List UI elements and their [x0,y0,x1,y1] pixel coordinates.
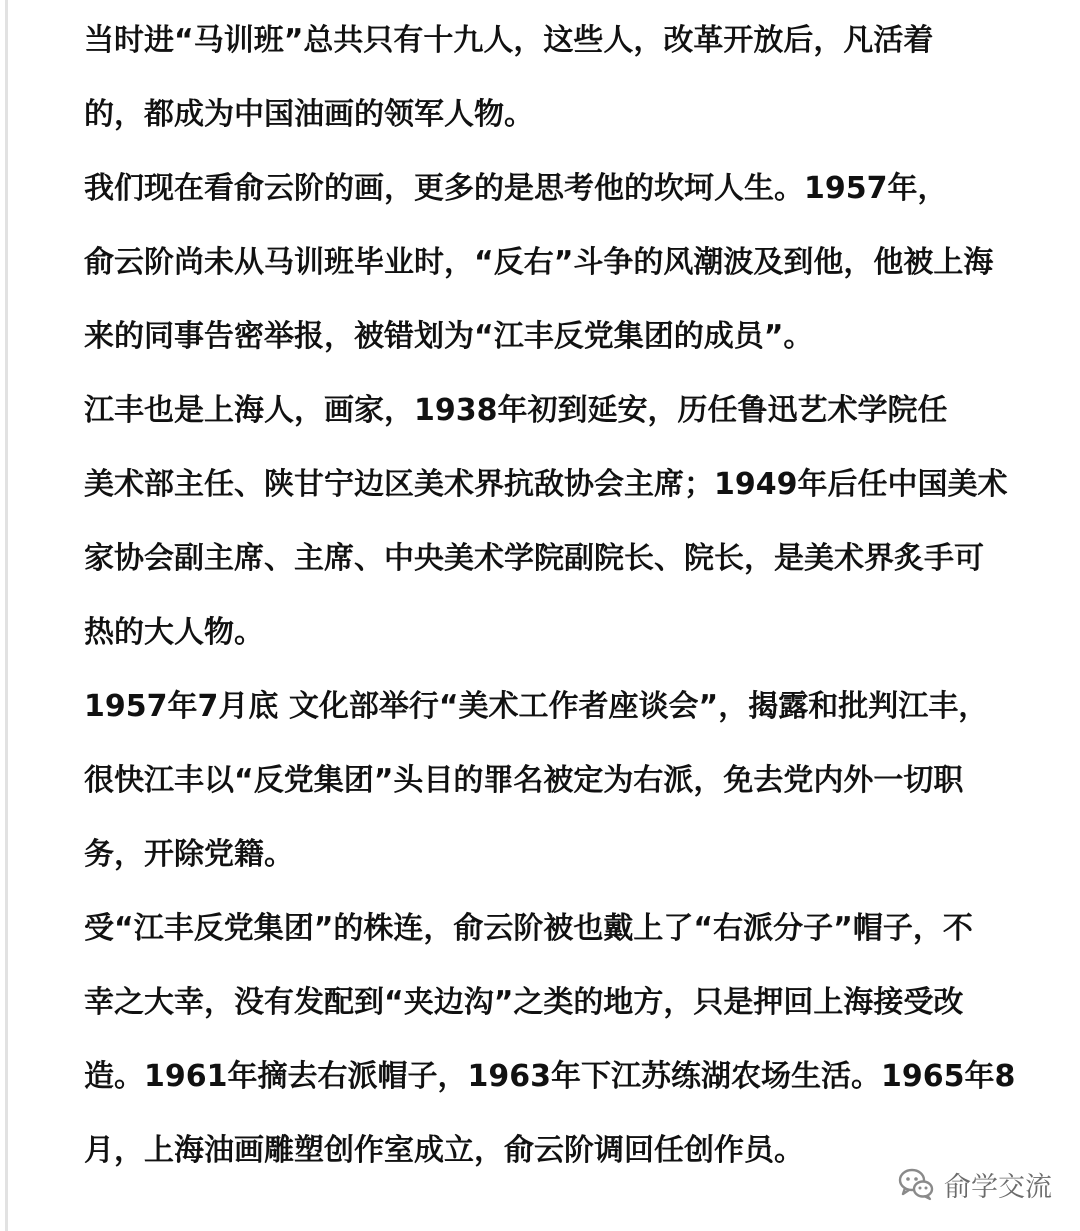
watermark-text: 俞学交流 [944,1171,1052,1203]
text-line: 月，上海油画雕塑创作室成立，俞云阶调回任创作员。 [84,1133,804,1168]
text-line: 1957年7月底 文化部举行“美术工作者座谈会”，揭露和批判江丰， [84,689,989,724]
text-line: 受“江丰反党集团”的株连，俞云阶被也戴上了“右派分子”帽子，不 [84,911,973,946]
text-line: 幸之大幸，没有发配到“夹边沟”之类的地方，只是押回上海接受改 [84,985,964,1020]
text-line: 美术部主任、陕甘宁边区美术界抗敌协会主席；1949年后任中国美术 [84,467,1008,502]
text-line: 热的大人物。 [84,615,264,650]
paragraph-5 [34,892,1034,1188]
text-line: 很快江丰以“反党集团”头目的罪名被定为右派，免去党内外一切职 [84,763,964,798]
text-line: 务，开除党籍。 [84,837,294,872]
article-body [34,0,1034,1188]
left-margin-rule [5,0,8,1231]
text-line: 的，都成为中国油画的领军人物。 [84,97,534,132]
paragraph-4 [34,670,1034,892]
text-line: 我们现在看俞云阶的画，更多的是思考他的坎坷人生。1957年， [84,171,948,206]
watermark [896,1162,1052,1206]
text-line: 俞云阶尚未从马训班毕业时，“反右”斗争的风潮波及到他，他被上海 [84,245,994,280]
text-line: 江丰也是上海人，画家，1938年初到延安，历任鲁迅艺术学院任 [84,393,948,428]
wechat-icon [896,1164,936,1204]
paragraph-3 [34,374,1034,670]
text-line: 造。1961年摘去右派帽子，1963年下江苏练湖农场生活。1965年8 [84,1059,1016,1094]
paragraph-1 [34,4,1034,152]
paragraph-2 [34,152,1034,374]
text-line: 家协会副主席、主席、中央美术学院副院长、院长，是美术界炙手可 [84,541,984,576]
text-line: 当时进“马训班”总共只有十九人，这些人，改革开放后，凡活着 [84,23,934,58]
text-line: 来的同事告密举报，被错划为“江丰反党集团的成员”。 [84,319,814,354]
